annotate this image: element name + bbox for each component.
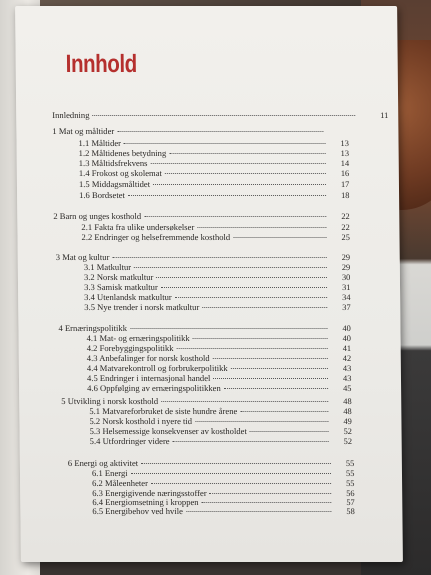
toc-entry-label: 3.4 Utenlandsk matkultur xyxy=(84,292,172,302)
toc-entry-page: 49 xyxy=(343,417,352,426)
toc-entry xyxy=(68,458,334,468)
toc-entry-page: 25 xyxy=(341,233,350,242)
toc-entry-page: 57 xyxy=(346,498,355,507)
toc-leader-dots xyxy=(144,215,326,217)
toc-leader-dots xyxy=(117,130,323,132)
toc-entry-label: 1.3 Måltidsfrekvens xyxy=(78,158,148,168)
toc-entry xyxy=(89,416,331,426)
toc-leader-dots xyxy=(130,327,328,329)
toc-entry xyxy=(87,333,331,343)
toc-entry xyxy=(52,126,326,136)
toc-leader-dots xyxy=(202,306,327,308)
toc-leader-dots xyxy=(151,482,331,484)
toc-entry-label: 5.2 Norsk kosthold i nyere tid xyxy=(89,416,193,426)
toc-entry-label: 4 Ernæringspolitikk xyxy=(58,323,128,333)
toc-entry-page: 30 xyxy=(341,273,351,282)
toc-leader-dots xyxy=(202,501,332,503)
toc-entry-label: 3.1 Matkultur xyxy=(83,262,132,272)
toc-entry xyxy=(79,158,329,168)
toc-entry xyxy=(79,168,329,178)
toc-entry xyxy=(56,252,330,262)
toc-entry-label: 1.5 Middagsmåltidet xyxy=(78,179,151,189)
toc-entry xyxy=(84,292,330,302)
toc-entry-page: 13 xyxy=(340,139,349,148)
toc-entry xyxy=(92,506,334,516)
toc-entry xyxy=(79,179,329,189)
toc-entry-page: 55 xyxy=(345,459,355,468)
toc-entry xyxy=(89,406,331,416)
toc-entry-page: 43 xyxy=(342,364,352,373)
toc-entry-page: 29 xyxy=(341,263,351,272)
toc-entry-page: 17 xyxy=(340,180,350,189)
toc-leader-dots xyxy=(131,472,331,474)
toc-entry-page: 29 xyxy=(341,253,351,262)
toc-entry-page: 42 xyxy=(342,354,352,363)
toc-entry-page: 52 xyxy=(343,427,352,436)
toc-leader-dots xyxy=(141,462,331,464)
toc-entry xyxy=(92,478,334,488)
toc-entry-page: 40 xyxy=(342,334,351,343)
toc-entry-label: 3.3 Samisk matkultur xyxy=(83,282,158,292)
toc-entry-page: 45 xyxy=(343,384,352,393)
toc-leader-dots xyxy=(150,162,325,164)
toc-entry-label: 2 Barn og unges kosthold xyxy=(53,211,142,221)
page-title: Innhold xyxy=(65,50,137,78)
toc-entry-label: 5.3 Helsemessige konsekvenser av kostholdet xyxy=(89,426,247,436)
toc-leader-dots xyxy=(233,236,326,238)
toc-leader-dots xyxy=(128,194,326,196)
toc-entry-page: 55 xyxy=(345,469,355,478)
toc-leader-dots xyxy=(156,276,327,278)
toc-entry-label: 5.1 Matvareforbruket de siste hundre årene xyxy=(89,406,238,416)
toc-leader-dots xyxy=(193,337,328,339)
toc-entry xyxy=(53,211,329,221)
toc-entry-page: 13 xyxy=(340,149,350,158)
toc-leader-dots xyxy=(177,347,328,349)
toc-leader-dots xyxy=(240,410,328,412)
toc-leader-dots xyxy=(153,183,326,185)
toc-leader-dots xyxy=(124,142,326,144)
toc-entry-label: 2.2 Endringer og helsefremmende kosthold xyxy=(81,232,231,242)
toc-entry-label: 6.1 Energi xyxy=(91,468,128,478)
toc-entry-page: 16 xyxy=(340,169,350,178)
toc-entry-label: 5.4 Utfordringer videre xyxy=(89,436,170,446)
toc-entry-label: 4.6 Oppfølging av ernæringspolitikken xyxy=(87,383,221,393)
toc-leader-dots xyxy=(186,510,331,512)
toc-entry-label: 4.1 Mat- og ernæringspolitikk xyxy=(86,333,190,343)
toc-leader-dots xyxy=(169,152,325,154)
toc-entry xyxy=(81,232,329,242)
toc-entry-page: 48 xyxy=(343,397,352,406)
toc-entry-page: 37 xyxy=(342,303,351,312)
toc-entry xyxy=(87,383,331,393)
toc-entry-label: 6 Energi og aktivitet xyxy=(67,458,139,468)
toc-entry-label: 6.4 Energiomsetning i kroppen xyxy=(92,497,199,507)
toc-leader-dots xyxy=(210,492,332,494)
toc-entry-label: 4.5 Endringer i internasjonal handel xyxy=(86,373,211,383)
toc-entry xyxy=(81,222,329,232)
toc-leader-dots xyxy=(224,387,328,389)
toc-leader-dots xyxy=(213,357,328,359)
toc-entry-label: 6.2 Måleenheter xyxy=(92,478,148,488)
toc-leader-dots xyxy=(197,226,326,228)
toc-leader-dots xyxy=(134,266,327,268)
toc-leader-dots xyxy=(231,367,328,369)
toc-entry-page: 34 xyxy=(342,293,351,302)
toc-entry xyxy=(58,323,330,333)
toc-entry-label: 1 Mat og måltider xyxy=(52,126,115,136)
toc-entry xyxy=(90,436,332,446)
toc-entry-page: 48 xyxy=(343,407,352,416)
toc-entry xyxy=(84,262,330,272)
toc-entry-label: 3.5 Nye trender i norsk matkultur xyxy=(84,302,200,312)
toc-entry-label: 4.3 Anbefalinger for norsk kosthold xyxy=(86,353,210,363)
toc-entry-label: 1.1 Måltider xyxy=(78,138,122,148)
toc-entry xyxy=(52,110,358,120)
toc-entry-label: 6.3 Energigivende næringsstoffer xyxy=(92,488,207,498)
toc-leader-dots xyxy=(175,296,327,298)
toc-entry-page: 55 xyxy=(346,479,355,488)
toc-leader-dots xyxy=(195,420,328,422)
toc-entry xyxy=(84,302,330,312)
toc-entry xyxy=(87,363,331,373)
toc-entry-page: 40 xyxy=(342,324,351,333)
toc-entry-page: 14 xyxy=(340,159,350,168)
toc-entry-label: 6.5 Energibehov ved hvile xyxy=(92,506,183,516)
toc-leader-dots xyxy=(161,400,328,402)
toc-entry xyxy=(78,138,328,148)
toc-entry xyxy=(61,396,331,406)
toc-entry-label: 3.2 Norsk matkultur xyxy=(83,272,154,282)
toc-entry-label: 3 Mat og kultur xyxy=(55,252,110,262)
toc-leader-dots xyxy=(213,377,328,379)
toc-entry xyxy=(84,272,330,282)
toc-entry-label: 1.6 Bordsetet xyxy=(79,190,125,200)
toc-leader-dots xyxy=(112,256,326,258)
toc-entry xyxy=(87,353,331,363)
toc-entry xyxy=(92,468,334,478)
toc-entry-label: 2.1 Fakta fra ulike undersøkelser xyxy=(81,222,195,232)
toc-entry-page: 43 xyxy=(342,374,352,383)
toc-entry xyxy=(79,148,329,158)
toc-entry-page: 56 xyxy=(346,489,355,498)
toc-entry-page: 22 xyxy=(341,223,350,232)
book-page xyxy=(15,6,403,562)
toc-leader-dots xyxy=(165,172,326,174)
toc-entry-label: 1.4 Frokost og skolemat xyxy=(78,168,162,178)
toc-leader-dots xyxy=(173,440,329,442)
toc-entry xyxy=(87,373,331,383)
toc-entry-page: 22 xyxy=(341,212,350,221)
toc-leader-dots xyxy=(92,114,355,116)
toc-entry-label: 5 Utvikling i norsk kosthold xyxy=(61,396,159,406)
toc-entry-label: Innledning xyxy=(52,110,90,120)
toc-entry xyxy=(87,343,331,353)
toc-entry xyxy=(79,190,329,200)
toc-entry-page: 52 xyxy=(343,437,353,446)
toc-entry-page: 18 xyxy=(341,191,350,200)
toc-entry-page: 11 xyxy=(380,111,389,120)
toc-entry xyxy=(89,426,331,436)
toc-entry-page: 58 xyxy=(346,507,355,516)
toc-entry-label: 4.2 Forebyggingspolitikk xyxy=(86,343,174,353)
toc-leader-dots xyxy=(250,430,329,432)
toc-entry xyxy=(84,282,330,292)
toc-leader-dots xyxy=(161,286,327,288)
toc-entry-page: 31 xyxy=(341,283,351,292)
toc-entry-page: 41 xyxy=(342,344,352,353)
toc-entry-label: 4.4 Matvarekontroll og forbrukerpolitikk xyxy=(86,363,228,373)
toc-entry-label: 1.2 Måltidenes betydning xyxy=(78,148,167,158)
